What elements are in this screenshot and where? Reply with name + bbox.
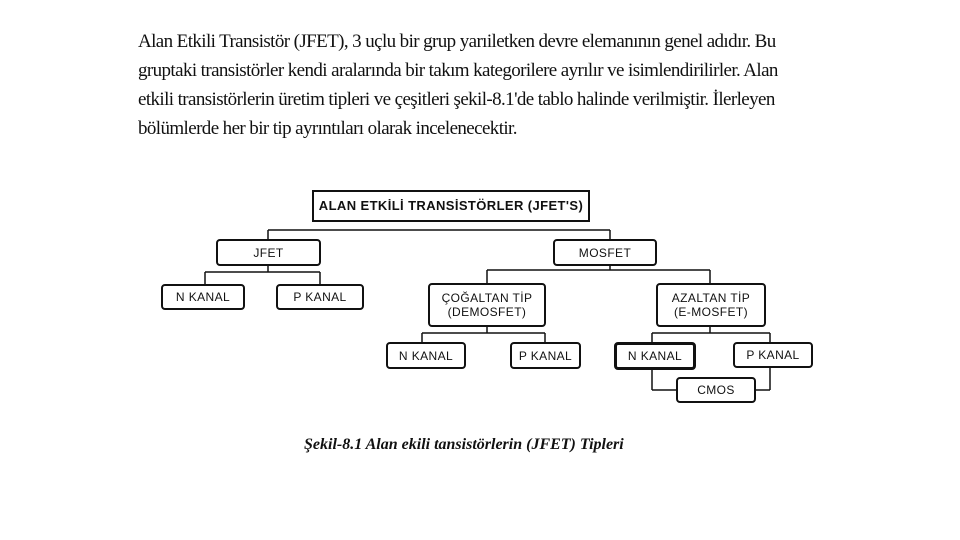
emosfet-n-channel-node xyxy=(614,342,696,370)
demosfet-n-channel-label: N KANAL xyxy=(398,348,454,363)
paragraph-line: Alan Etkili Transistör (JFET), 3 uçlu bir grup yarıiletken devre elemanının genel adıdır. Bu xyxy=(138,31,776,52)
demosfet-label-line1: ÇOĞALTAN TİP xyxy=(441,291,533,305)
demosfet-n-channel-node xyxy=(386,342,466,369)
jfet-p-channel-node xyxy=(276,284,364,310)
jfet-p-channel-label: P KANAL xyxy=(293,290,347,304)
cmos-node xyxy=(676,377,756,403)
emosfet-label-line2: (E-MOSFET) xyxy=(674,305,748,319)
jfet-node xyxy=(216,239,321,266)
paragraph-line: gruptaki transistörler kendi aralarında bir takım kategorilere ayrılır ve isimlendirilirler. Alan xyxy=(138,60,778,81)
root-node xyxy=(312,190,590,222)
jfet-label: JFET xyxy=(253,245,284,260)
paragraph-line: etkili transistörlerin üretim tipleri ve çeşitleri şekil-8.1'de tablo halinde verilmiştir. İlerleyen xyxy=(138,89,775,110)
demosfet-label-line2: (DEMOSFET) xyxy=(447,305,527,319)
cmos-label: CMOS xyxy=(697,383,735,397)
figure-caption: Şekil-8.1 Alan ekili tansistörlerin (JFET) Tipleri xyxy=(304,436,624,453)
emosfet-label-line1: AZALTAN TİP xyxy=(671,291,751,305)
root-label: ALAN ETKİLİ TRANSİSTÖRLER (JFET'S) xyxy=(318,198,584,213)
demosfet-p-channel-label: P KANAL xyxy=(518,348,573,363)
demosfet-node xyxy=(428,283,546,327)
mosfet-node xyxy=(553,239,657,266)
jfet-n-channel-label: N KANAL xyxy=(175,290,231,304)
emosfet-p-channel-label: P KANAL xyxy=(746,348,800,362)
jfet-n-channel-node xyxy=(161,284,245,310)
emosfet-node xyxy=(656,283,766,327)
emosfet-n-channel-label: N KANAL xyxy=(627,349,683,363)
demosfet-p-channel-node xyxy=(510,342,581,369)
mosfet-label: MOSFET xyxy=(578,245,632,260)
paragraph-line: bölümlerde her bir tip ayrıntıları olarak incelenecektir. xyxy=(138,118,517,139)
emosfet-p-channel-node xyxy=(733,342,813,368)
